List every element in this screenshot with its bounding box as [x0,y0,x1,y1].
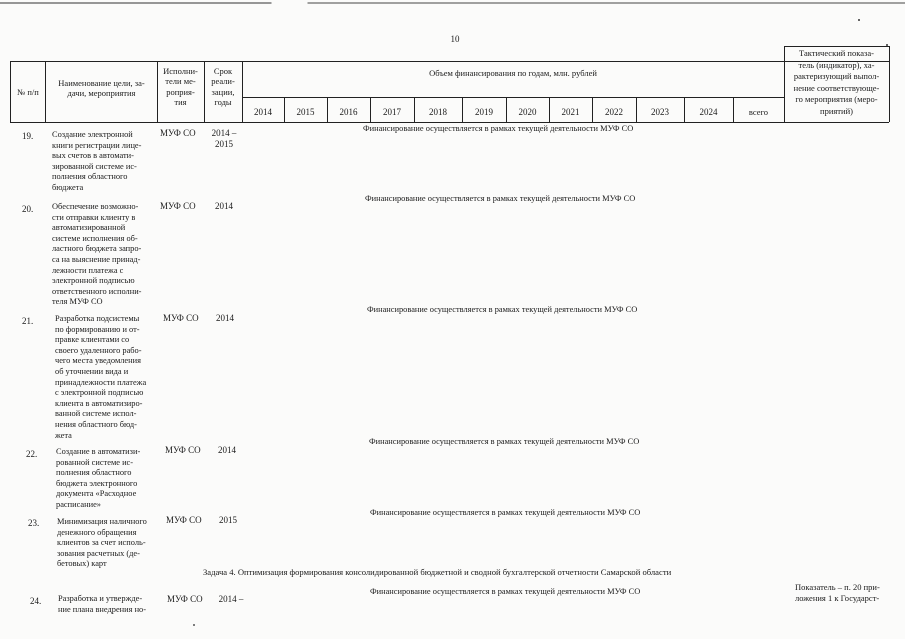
row-number: 22. [26,449,38,459]
row-executor: МУФ СО [165,445,201,455]
row-executor: МУФ СО [160,201,196,211]
year-2024: 2024 [699,107,718,117]
row-number: 21. [22,316,34,326]
year-2021: 2021 [561,107,580,117]
row-funding: Финансирование осуществляется в рамках текущей деятельности МУФ СО [363,124,634,133]
task-heading: Задача 4. Оптимизация формирования консолидированной бюджетной и сводной бухгалтерской отчетности Самарской области [203,567,672,577]
year-2014: 2014 [254,107,272,117]
header-col-executor: Исполни- тели ме- роприя- тия [163,66,198,108]
year-2018: 2018 [429,107,447,117]
row-number: 23. [28,518,40,528]
year-total: всего [748,107,769,117]
scan-edge [0,2,905,4]
row-term: 2014 [215,201,233,211]
row-number: 24. [30,596,42,606]
row-term: 2015 [219,515,237,525]
scan-speck [193,624,195,626]
row-executor: МУФ СО [166,515,202,525]
year-2019: 2019 [475,107,493,117]
row-executor: МУФ СО [163,313,199,323]
page-number: 10 [450,34,460,44]
year-2020: 2020 [518,107,537,117]
header-col-num: № п/п [17,87,39,97]
scan-speck [886,44,888,46]
row-funding: Финансирование осуществляется в рамках текущей деятельности МУФ СО [369,437,640,446]
row-name: Разработка и утвержде- ние плана внедрения но- [58,594,147,614]
row-funding: Финансирование осуществляется в рамках текущей деятельности МУФ СО [367,305,638,314]
year-2015: 2015 [296,107,315,117]
year-2016: 2016 [339,107,358,117]
row-funding: Финансирование осуществляется в рамках текущей деятельности МУФ СО [370,508,641,517]
row-executor: МУФ СО [167,594,203,604]
header-col-name: Наименование цели, за- дачи, мероприятия [58,78,145,99]
year-2022: 2022 [605,107,623,117]
row-name: Разработка подсистемы по формированию и от- правке клиентами со своего удаленного рабо- чего места уведомления об уточнении вида и принадлежности платежа с электронной подписью клиента в автоматизиро- ванной системе испол- нения областного бюд- жета [55,314,147,440]
row-number: 19. [22,131,34,141]
year-2023: 2023 [651,107,669,117]
row-number: 20. [22,204,34,214]
row-term: 2014 – 2015 [211,128,237,149]
row-executor: МУФ СО [160,128,196,138]
row-name: Создание в автоматизи- рованной системе ис- полнения областного бюджета электронного документа «Расходное расписание» [56,447,141,509]
header-col-term: Срок реали- зации, годы [211,66,235,108]
row-term: 2014 [216,313,234,323]
row-funding: Финансирование осуществляется в рамках текущей деятельности МУФ СО [365,194,636,203]
row-term: 2014 – [218,594,244,604]
scan-speck [858,19,860,21]
row-indicator: Показатель – п. 20 при- ложения 1 к Государст- [795,582,880,603]
row-name: Создание электронной книги регистрации лице- вых счетов в автомати- зированной системе ис- полнения областного бюджета [52,130,142,192]
row-name: Обеспечение возможно- сти отправки клиенту в автоматизированной системе исполнения об- ластного бюджета запро- са на выяснение принад- лежности платежа с электронной подписью ответственного исполни- теля МУФ СО [52,202,142,307]
header-col-indicator: Тактический показа- тель (индикатор), ха- рактеризующий выпол- нение соответствующе- го мероприятия (меро- приятий) [793,48,880,116]
row-term: 2014 [218,445,236,455]
header-col-funding: Объем финансирования по годам, млн. рублей [429,68,597,78]
row-funding: Финансирование осуществляется в рамках текущей деятельности МУФ СО [370,587,641,596]
row-name: Минимизация наличного денежного обращения клиентов за счет исполь- зования расчетных (де- бетовых) карт [57,517,147,569]
year-2017: 2017 [383,107,401,117]
